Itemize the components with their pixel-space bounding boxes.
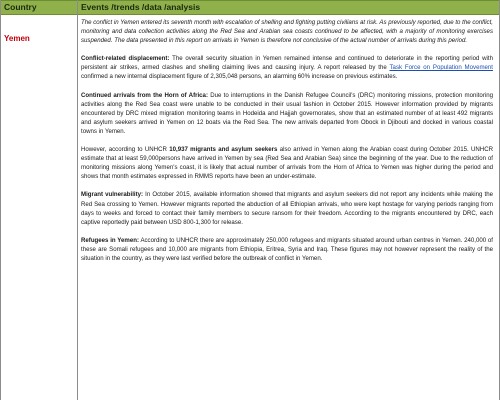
refugees-heading: Refugees in Yemen: <box>81 236 139 244</box>
header-events: Events /trends /data /analysis <box>81 2 201 12</box>
arrivals-paragraph <box>81 91 493 136</box>
table-header <box>0 0 500 15</box>
vulnerability-text: In October 2015, available information showed that migrants and asylum seekers did not report any incidents while making the Red Sea crossing to Yemen. However migrants reported the abduction of all Ethiopian arrivals, who were kept hostage for varying periods ranging from days to weeks and forced to contact their family members to secure ransom for their freedom. According to the migrants encountered by DRC, each captive reportedly paid between USD 800-1,300 for release. <box>81 191 493 226</box>
arrivals-text: Due to interruptions in the Danish Refugee Council's (DRC) monitoring missions, protection monitoring activities along the Red Sea coast were unable to be conducted in their usual fashion in October 2015. However information provided by migrants encountered by DRC mixed migration monitoring teams in Hodeida and Hajjah governorates, show that an estimated number of at least 492 migrants and asylum seekers arrived in Yemen on 12 boats via the Red Sea. The new arrivals departed from Obock in Djibouti and docked in various coastal towns in Yemen. <box>81 91 493 135</box>
table-border-left <box>0 0 1 400</box>
intro-paragraph: The conflict in Yemen entered its seventh month with escalation of shelling and fighting putting civilians at risk. As previously reported, due to the conflict, monitoring and data collection activities along the Red Sea and Arabian sea coasts continued to be affected, with a majority of monitoring exercises suspended. The data presented in this report on arrivals in Yemen is therefore not conclusive of the actual number of arrivals during this period. <box>81 19 493 45</box>
unhcr-paragraph <box>81 145 493 181</box>
column-divider <box>77 0 78 400</box>
task-force-link[interactable]: Task Force on Population Movement <box>389 64 493 72</box>
displacement-text-1: The overall security situation in Yemen remained intense and continued to deteriorate in the reporting period with persistent air strikes, armed clashes and shelling claiming lives and causing injury. A report released by the <box>81 55 493 72</box>
refugees-paragraph <box>81 236 493 263</box>
arrivals-heading: Continued arrivals from the Horn of Africa: <box>81 91 208 99</box>
refugees-text: According to UNHCR there are approximately 250,000 refugees and migrants situated around urban centres in Yemen. 240,000 of these are Somali refugees and 10,000 are migrants from Ethiopia, Eritrea, Syria and Iraq. These figures may not however represent the reality of the situation in the country, as they were last verified before the outbreak of conflict in Yemen. <box>81 236 493 262</box>
unhcr-text-1: However, according to UNHCR <box>81 146 170 154</box>
displacement-paragraph <box>81 54 493 81</box>
vulnerability-paragraph <box>81 190 493 226</box>
displacement-text-2: confirmed a new internal displacement figure of 2,305,048 persons, an alarming 60% increase on previous estimates. <box>81 73 398 81</box>
displacement-heading: Conflict-related displacement: <box>81 55 170 63</box>
unhcr-text-2: also arrived in Yemen along the Arabian coast during October 2015. UNHCR estimate that at least 59,000persons have arrived in Yemen by sea (Red Sea and Arabian Sea) since the beginning of the year. Due to the reduction of monitoring missions along Yemen's coast, it is likely that actual number of arrivals from the Horn of Africa to Yemen was higher during the period and shows that month estimates expressed in RMMS reports have been an under-estimate. <box>81 146 494 181</box>
unhcr-figure: 10,937 migrants and asylum seekers <box>169 146 278 154</box>
header-country: Country <box>4 2 37 12</box>
country-cell: Yemen <box>4 34 30 43</box>
vulnerability-heading: Migrant vulnerability: <box>81 191 144 199</box>
events-cell <box>81 18 493 272</box>
